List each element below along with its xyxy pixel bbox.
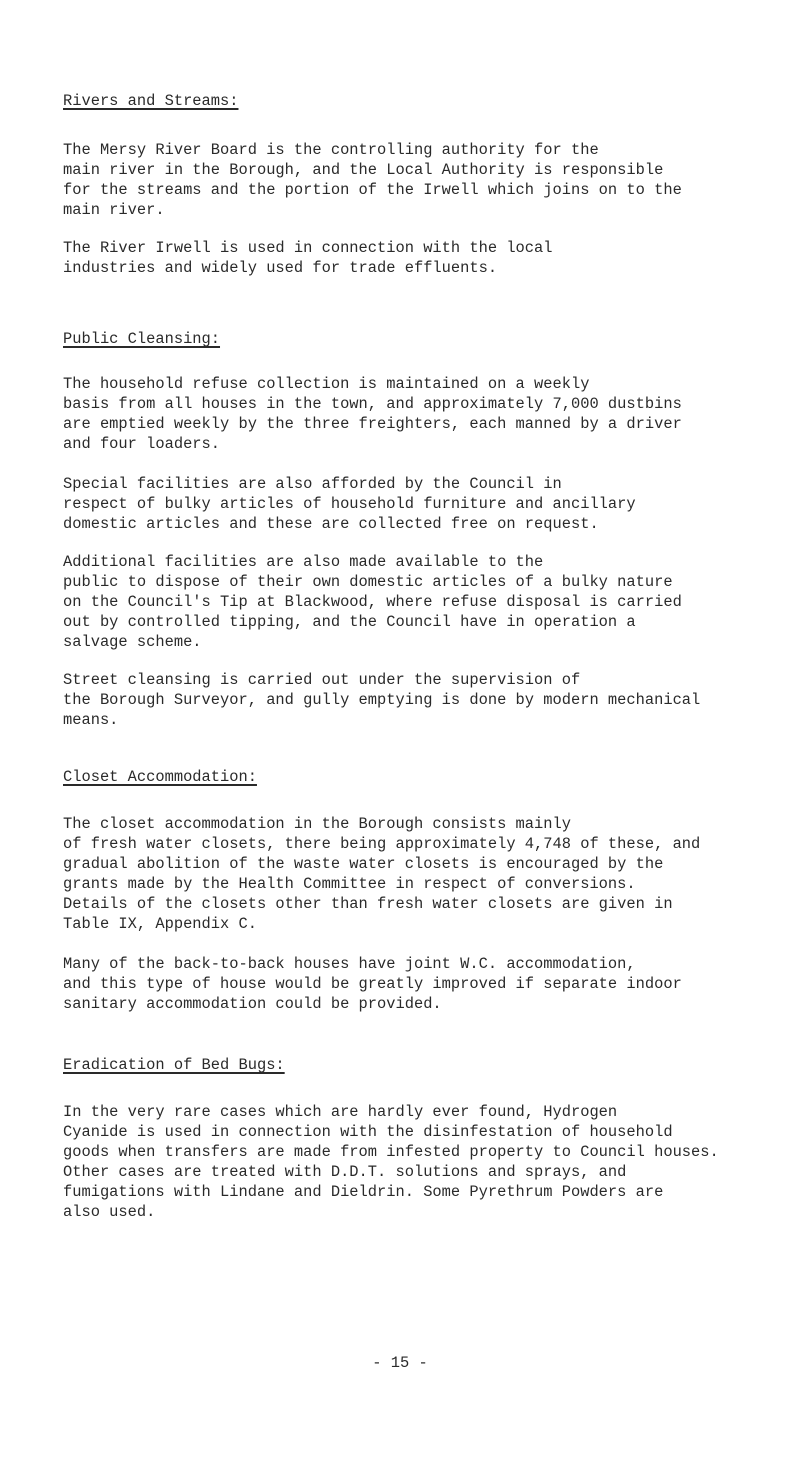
heading-public-cleansing: Public Cleansing: [63, 330, 221, 348]
paragraph-closet-2: Many of the back-to-back houses have joint W.C. accommodation, and this type of house would be greatly improved if separate indoor sanitary accommodation could be provided. [63, 955, 682, 1013]
paragraph-rivers-2: The River Irwell is used in connection with the local industries and widely used for trade effluents. [63, 239, 553, 277]
heading-closet-accommodation: Closet Accommodation: [63, 768, 257, 786]
paragraph-bedbugs-1: In the very rare cases which are hardly ever found, Hydrogen Cyanide is used in connection with the disinfestation of household goods when transfers are made from infested property to Council houses. Other cases are treated with D.D.T. solutions and sprays, and fumigations with Lindane and Dieldrin. Some Pyrethrum Powders are also used. [63, 1103, 719, 1221]
paragraph-cleansing-4: Street cleansing is carried out under the supervision of the Borough Surveyor, and gully emptying is done by modern mechanical means. [63, 671, 701, 729]
paragraph-cleansing-1: The household refuse collection is maintained on a weekly basis from all houses in the town, and approximately 7,000 dustbins are emptied weekly by the three freighters, each manned by a driver and four loaders. [63, 375, 682, 453]
heading-eradication-of-bed-bugs: Eradication of Bed Bugs: [63, 1056, 285, 1074]
paragraph-rivers-1: The Mersy River Board is the controlling authority for the main river in the Borough, and the Local Authority is responsible for the streams and the portion of the Irwell which joins on to the main river. [63, 141, 682, 219]
paragraph-cleansing-3: Additional facilities are also made available to the public to dispose of their own domestic articles of a bulky nature on the Council's Tip at Blackwood, where refuse disposal is carried out by controlled tipping, and the Council have in operation a salvage scheme. [63, 553, 682, 651]
heading-rivers-and-streams: Rivers and Streams: [63, 92, 239, 110]
page-number: - 15 - [372, 1354, 428, 1372]
paragraph-closet-1: The closet accommodation in the Borough consists mainly of fresh water closets, there being approximately 4,748 of these, and gradual abolition of the waste water closets is encouraged by the grants made by the Health Committee in respect of conversions. Details of the closets other than fresh water closets are given in Table IX, Appendix C. [63, 815, 701, 933]
paragraph-cleansing-2: Special facilities are also afforded by the Council in respect of bulky articles of household furniture and ancillary domestic articles and these are collected free on request. [63, 475, 636, 533]
